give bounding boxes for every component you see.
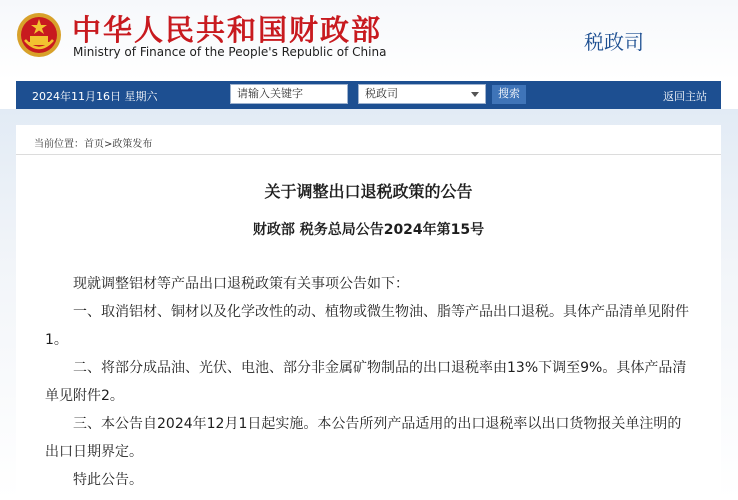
article-title: 关于调整出口退税政策的公告 bbox=[264, 182, 473, 201]
site-title-cn: 中华人民共和国财政部 bbox=[72, 13, 383, 47]
search-input[interactable]: 请输入关键字 bbox=[230, 84, 348, 104]
site-header bbox=[0, 0, 738, 80]
search-button[interactable]: 搜索 bbox=[492, 85, 526, 104]
article-subtitle: 财政部 税务总局公告2024年第15号 bbox=[252, 222, 485, 238]
department-name: 税政司 bbox=[584, 30, 644, 54]
breadcrumb-divider bbox=[16, 154, 721, 155]
breadcrumb-separator: > bbox=[104, 139, 113, 150]
breadcrumb bbox=[34, 135, 152, 150]
article-paragraph: 现就调整铝材等产品出口退税政策有关事项公告如下： bbox=[73, 276, 409, 292]
current-date: 2024年11月16日 星期六 bbox=[32, 90, 158, 103]
breadcrumb-home-link[interactable]: 首页 bbox=[84, 139, 104, 150]
department-select-value: 税政司 bbox=[365, 87, 398, 100]
chevron-down-icon bbox=[471, 92, 479, 97]
department-select[interactable] bbox=[358, 84, 486, 104]
site-title-en: Ministry of Finance of the People's Republic of China bbox=[73, 45, 387, 59]
content-panel bbox=[16, 125, 721, 500]
article-paragraph: 三、本公告自2024年12月1日起实施。本公告所列产品适用的出口退税率以出口货物报关单注明的出口日期界定。 bbox=[45, 416, 682, 460]
breadcrumb-section-link[interactable]: 政策发布 bbox=[112, 139, 153, 150]
back-home-link[interactable]: 返回主站 bbox=[663, 90, 707, 103]
article-body bbox=[45, 270, 695, 494]
breadcrumb-prefix: 当前位置： bbox=[34, 139, 84, 150]
article-paragraph: 二、将部分成品油、光伏、电池、部分非金属矿物制品的出口退税率由13%下调至9%。具体产品清单见附件2。 bbox=[45, 360, 687, 404]
nav-bar bbox=[16, 81, 721, 109]
article-paragraph: 一、取消铝材、铜材以及化学改性的动、植物或微生物油、脂等产品出口退税。具体产品清单见附件1。 bbox=[45, 304, 689, 348]
national-emblem-icon bbox=[16, 12, 62, 58]
article-paragraph: 特此公告。 bbox=[73, 472, 143, 488]
